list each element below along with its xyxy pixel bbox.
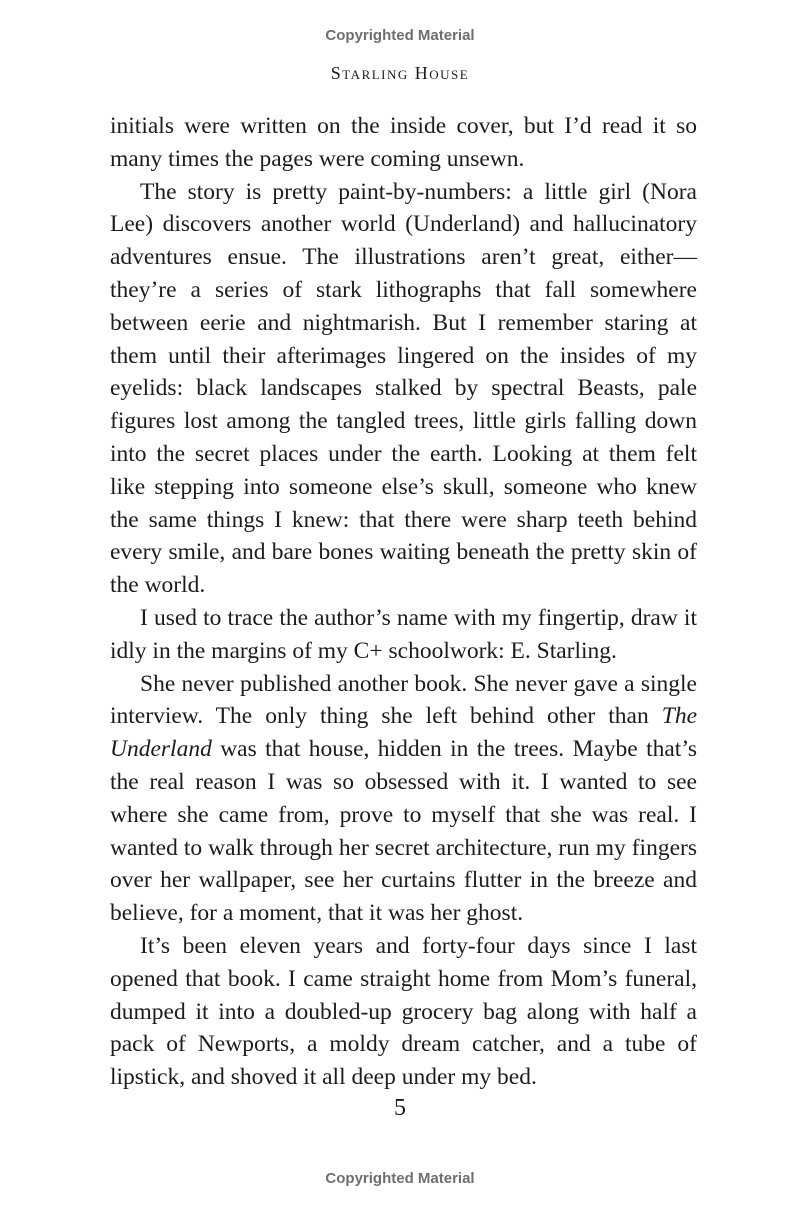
copyright-watermark-top: Copyrighted Material — [325, 27, 475, 44]
copyright-watermark-bottom: Copyrighted Material — [325, 1170, 475, 1187]
paragraph-4-text-end: was that house, hidden in the trees. Maybe that’s the real reason I was so obsessed with it. I wanted to see where she came from, prove to myself that she was real. I wanted to walk through her secret architecture, run my fingers over her wallpaper, see her curtains flutter in the breeze and believe, for a moment, that it was her ghost. — [110, 736, 697, 927]
running-head: Starling House — [330, 63, 470, 83]
paragraph-3: I used to trace the author’s name with my fingertip, draw it idly in the margins of my C+ schoolwork: E. Starling. — [110, 604, 697, 664]
book-title: The Underland — [110, 703, 697, 763]
page-number: 5 — [394, 1095, 406, 1121]
paragraph-2: The story is pretty paint-by-numbers: a little girl (Nora Lee) discovers another world (Underland) and hallucinatory adventures ensue. The illustrations aren’t great, either—they’re a series of stark lithographs that fall somewhere between eerie and nightmarish. But I remember staring at them until their afterimages lingered on the insides of my eyelids: black landscapes stalked by spectral Beasts, pale figures lost among the tangled trees, little girls falling down into the secret places under the earth. Looking at them felt like stepping into someone else’s skull, someone who knew the same things I knew: that there were sharp teeth behind every smile, and bare bones waiting beneath the pretty skin of the world. — [110, 178, 697, 599]
paragraph-4 — [110, 668, 697, 930]
body-text — [110, 110, 697, 1094]
paragraph-1: initials were written on the inside cover, but I’d read it so many times the pages were coming unsewn. — [110, 113, 697, 172]
paragraph-4-text-start: She never published another book. She never gave a single interview. The only thing she left behind other than — [110, 670, 697, 730]
paragraph-5: It’s been eleven years and forty-four days since I last opened that book. I came straight home from Mom’s funeral, dumped it into a doubled-up grocery bag along with half a pack of Newports, a moldy dream catcher, and a tube of lipstick, and shoved it all deep under my bed. — [110, 932, 697, 1091]
